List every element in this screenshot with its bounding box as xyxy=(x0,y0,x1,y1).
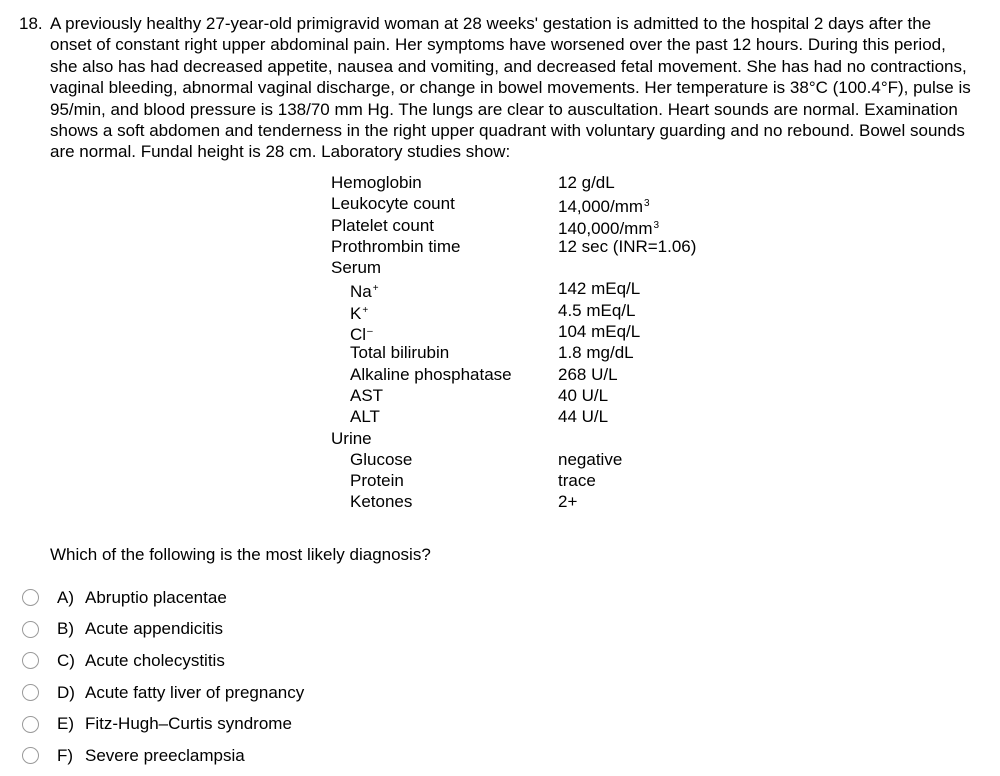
lab-row-urine-glucose xyxy=(331,449,731,470)
lab-name: Prothrombin time xyxy=(331,236,461,256)
superscript: + xyxy=(372,283,379,295)
lab-results-table xyxy=(331,172,731,513)
superscript: 3 xyxy=(644,198,650,210)
question-stem: A previously healthy 27-year-old primigravid woman at 28 weeks' gestation is admitted to the hospital 2 days after the onset of constant right upper abdominal pain. Her symptoms have worsened over the past 12 hours. During this period, she also has had decreased appetite, nausea and vomiting, and decreased fetal movement. She has had no contractions, vaginal bleeding, abnormal vaginal discharge, or change in bowel movements. Her temperature is 38°C (100.4°F), pulse is 95/min, and blood pressure is 138/70 mm Hg. The lungs are clear to auscultation. Heart sounds are normal. Examination shows a soft abdomen and tenderness in the right upper quadrant with voluntary guarding and no rebound. Bowel sounds are normal. Fundal height is 28 cm. Laboratory studies show: xyxy=(50,14,971,162)
answer-option-a[interactable] xyxy=(22,582,304,614)
lab-value: 1.8 mg/dL xyxy=(558,343,634,363)
lab-section-header: Urine xyxy=(331,428,372,448)
radio-button[interactable] xyxy=(22,747,39,764)
lab-value: 40 U/L xyxy=(558,385,609,405)
answer-option-c[interactable] xyxy=(22,645,304,677)
lab-name: AST xyxy=(350,385,384,405)
answer-options xyxy=(22,582,304,772)
lab-name: Glucose xyxy=(350,449,413,469)
lab-value: 104 mEq/L xyxy=(558,322,641,342)
lab-name: Total bilirubin xyxy=(350,343,450,363)
lab-row-chloride xyxy=(331,321,731,345)
option-text: Acute appendicitis xyxy=(85,619,223,639)
lab-name-text: Cl xyxy=(350,325,367,345)
lab-row-ast xyxy=(331,385,731,406)
lab-section-header: Serum xyxy=(331,258,382,278)
lab-name: Leukocyte count xyxy=(331,194,455,214)
option-text: Acute cholecystitis xyxy=(85,650,225,670)
answer-option-b[interactable] xyxy=(22,614,304,646)
lab-name: Platelet count xyxy=(331,215,435,235)
lab-row-urine-ketones xyxy=(331,491,731,512)
radio-button[interactable] xyxy=(22,589,39,606)
lab-section-serum xyxy=(331,257,731,278)
superscript: 3 xyxy=(653,219,660,231)
lab-name-text: Na xyxy=(350,282,372,302)
lab-value: 268 U/L xyxy=(558,364,618,384)
option-text: Abruptio placentae xyxy=(85,587,227,607)
lab-row-alt xyxy=(331,406,731,427)
option-letter: F) xyxy=(57,745,74,765)
lab-value-text: 140,000/mm xyxy=(558,218,653,238)
question-prompt: Which of the following is the most likely diagnosis? xyxy=(50,545,431,564)
lab-name: Alkaline phosphatase xyxy=(350,364,512,384)
lab-name-text: K xyxy=(350,303,362,323)
radio-button[interactable] xyxy=(22,621,39,638)
question-block xyxy=(19,13,981,163)
answer-option-e[interactable] xyxy=(22,708,304,740)
lab-row-prothrombin xyxy=(331,236,731,257)
lab-value: 12 g/dL xyxy=(558,173,615,192)
option-letter: C) xyxy=(57,650,75,670)
lab-row-platelet xyxy=(331,215,731,236)
lab-row-leukocyte xyxy=(331,193,731,217)
superscript: – xyxy=(367,326,373,338)
question-number: 18. xyxy=(19,14,43,33)
lab-row-total-bilirubin xyxy=(331,342,731,363)
lab-value: 4.5 mEq/L xyxy=(558,300,636,320)
lab-value: 2+ xyxy=(558,492,578,512)
lab-row-potassium xyxy=(331,300,731,321)
option-letter: A) xyxy=(57,587,74,607)
lab-value: 142 mEq/L xyxy=(558,279,641,299)
answer-option-f[interactable] xyxy=(22,740,304,772)
option-text: Severe preeclampsia xyxy=(85,745,245,765)
lab-name: Protein xyxy=(350,471,404,491)
radio-button[interactable] xyxy=(22,684,39,701)
lab-value: trace xyxy=(558,471,596,491)
answer-option-d[interactable] xyxy=(22,677,304,709)
radio-button[interactable] xyxy=(22,652,39,669)
lab-value: negative xyxy=(558,449,623,469)
lab-value: 12 sec (INR=1.06) xyxy=(558,236,697,256)
lab-row-alkaline-phosphatase xyxy=(331,364,731,385)
option-text: Acute fatty liver of pregnancy xyxy=(85,682,305,702)
option-letter: D) xyxy=(57,682,75,702)
radio-button[interactable] xyxy=(22,716,39,733)
lab-value: 44 U/L xyxy=(558,407,609,427)
lab-row-sodium xyxy=(331,278,731,302)
option-letter: B) xyxy=(57,619,74,639)
option-text: Fitz-Hugh–Curtis syndrome xyxy=(85,714,292,734)
option-letter: E) xyxy=(57,714,74,734)
lab-name: Hemoglobin xyxy=(331,173,422,192)
lab-name: Ketones xyxy=(350,492,413,512)
lab-row-hemoglobin xyxy=(331,172,731,193)
lab-row-urine-protein xyxy=(331,470,731,491)
lab-value-text: 14,000/mm xyxy=(558,197,644,217)
lab-name: ALT xyxy=(350,407,380,427)
superscript: + xyxy=(362,304,369,316)
lab-section-urine xyxy=(331,428,731,449)
